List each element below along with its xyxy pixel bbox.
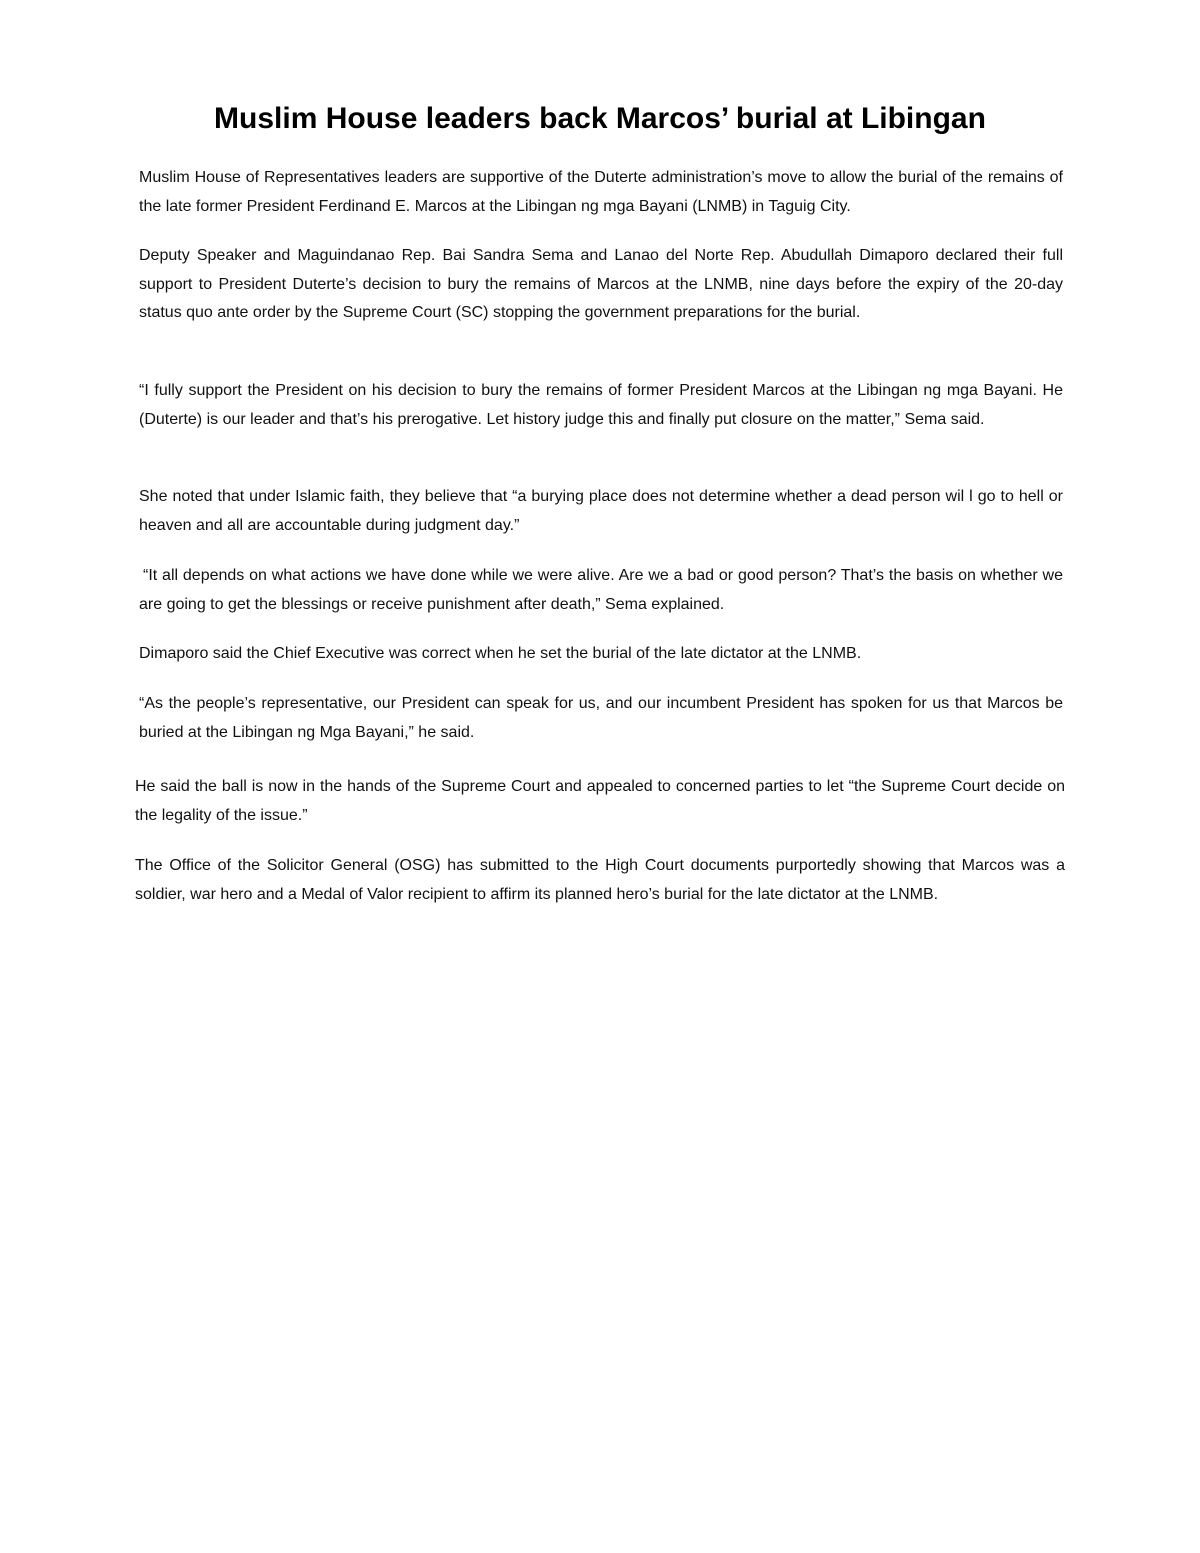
paragraph-6: Dimaporo said the Chief Executive was correct when he set the burial of the late dictator at the LNMB. xyxy=(139,645,862,662)
paragraph-4: She noted that under Islamic faith, they believe that “a burying place does not determine whether a dead person wil l go to hell or heaven and all are accountable during judgment day.” xyxy=(139,488,1063,534)
paragraph-5: “It all depends on what actions we have done while we were alive. Are we a bad or good person? That’s the basis on whether we are going to get the blessings or receive punishment after death,” Sema explained. xyxy=(139,567,1063,613)
paragraph-3: “I fully support the President on his decision to bury the remains of former President Marcos at the Libingan ng mga Bayani. He (Duterte) is our leader and that’s his prerogative. Let history judge this and finally put closure on the matter,” Sema said. xyxy=(139,382,1063,428)
paragraph-9: The Office of the Solicitor General (OSG) has submitted to the High Court documents purportedly showing that Marcos was a soldier, war hero and a Medal of Valor recipient to affirm its planned hero’s burial for the late dictator at the LNMB. xyxy=(135,857,1065,903)
article-title: Muslim House leaders back Marcos’ burial at Libingan xyxy=(214,102,986,135)
paragraph-7: “As the people’s representative, our President can speak for us, and our incumbent President has spoken for us that Marcos be buried at the Libingan ng Mga Bayani,” he said. xyxy=(139,695,1063,741)
paragraph-8: He said the ball is now in the hands of the Supreme Court and appealed to concerned parties to let “the Supreme Court decide on the legality of the issue.” xyxy=(135,778,1065,824)
paragraph-1: Muslim House of Representatives leaders are supportive of the Duterte administration’s move to allow the burial of the remains of the late former President Ferdinand E. Marcos at the Libingan ng mga Bayani (LNMB) in Taguig City. xyxy=(139,169,1063,215)
paragraph-2: Deputy Speaker and Maguindanao Rep. Bai Sandra Sema and Lanao del Norte Rep. Abudullah Dimaporo declared their full support to President Duterte’s decision to bury the remains of Marcos at the LNMB, nine days before the expiry of the 20-day status quo ante order by the Supreme Court (SC) stopping the government preparations for the burial. xyxy=(139,247,1063,321)
